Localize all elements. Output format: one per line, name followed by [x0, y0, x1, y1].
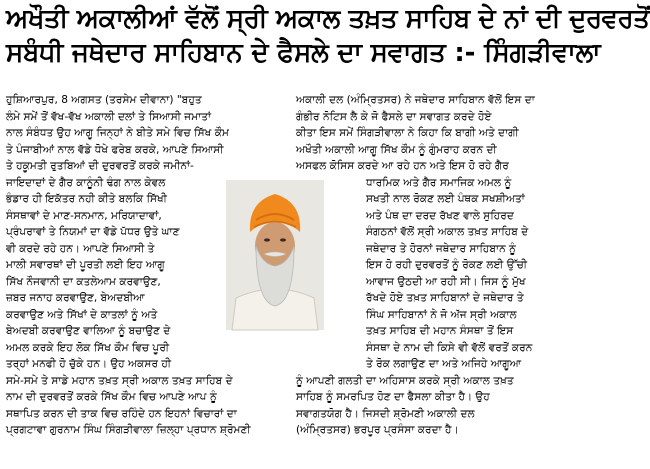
- article-text-line: ਤੇ ਹਕੂਮਤੀ ਰੁਤਬਿਆਂ ਦੀ ਦੁਰਵਰਤੋਂ ਕਰਕੇ ਜਮੀਨਾਂ-: [6, 160, 194, 172]
- article-text-line: ਸਾਹਿਬ ਨੂੰ ਸਮਰਪਿਤ ਹੋਣ ਦਾ ਫੈਸਲਾ ਕੀਤਾ ਹੈ। ਉਹ: [296, 391, 490, 403]
- portrait-photo: [226, 180, 324, 330]
- article-text-line: ਅਸਫਲ ਕੋਸਿਸ ਕਰਦੇ ਆ ਰਹੇ ਹਨ ਅਤੇ ਇਸ ਹੋ ਰਹੇ ਗੈਰ: [296, 160, 509, 172]
- article-text-line: ਹੁਸ਼ਿਆਰਪੁਰ, 8 ਅਗਸਤ (ਤਰਸੇਮ ਦੀਵਾਨਾ) "ਬਹੁਤ: [6, 94, 202, 106]
- headline: [6, 2, 650, 70]
- article-text-line: ਪ੍ਰਗਟਾਵਾ ਗੁਰਨਾਮ ਸਿੰਘ ਸਿੰਗੜੀਵਾਲਾ ਜ਼ਿਲ੍ਹਾ ਪ੍ਰਧਾਨ ਸ਼੍ਰੋਮਣੀ: [6, 424, 251, 436]
- article-text-line: ਸੰਸਥਾ ਦੇ ਨਾਮ ਦੀ ਕਿਸੇ ਵੀ ਵੱਲੋਂ ਵਰਤੋਂ ਕਰਨ: [366, 341, 533, 354]
- article-text-line: ਅਤੇ ਪੰਥ ਦਾ ਦਰਦ ਰੱਖਣ ਵਾਲੇ ਸੁਹਿਰਦ: [366, 209, 514, 222]
- article-text-line: ਜ਼ਬਰ ਜਨਾਹ ਕਰਵਾਉਣ, ਬੇਅਦਬੀਆ: [6, 292, 145, 304]
- portrait-icon: [226, 180, 324, 330]
- headline-line-1: ਅਖੌਤੀ ਅਕਾਲੀਆਂ ਵੱਲੋਂ ਸ੍ਰੀ ਅਕਾਲ ਤਖ਼ਤ ਸਾਹਿਬ ਦੇ ਨਾਂ ਦੀ ਦੁਰਵਰਤੋਂ: [6, 4, 650, 34]
- article-text-line: ਪ੍ਰੰਪਰਾਵਾਂ ਤੇ ਨਿਯਮਾਂ ਦਾ ਵੱਡੇ ਪੱਧਰ ਉਤੇ ਘਾਣ: [6, 226, 180, 238]
- article-text-line: ਤਖ਼ਤ ਸਾਹਿਬ ਦੀ ਮਹਾਨ ਸੰਸਥਾ ਤੋਂ ਇਸ: [366, 325, 514, 337]
- article-text-line: ਬੇਅਦਬੀ ਕਰਵਾਉਣ ਵਾਲਿਆ ਨੂੰ ਬਚਾਉਣ ਦੇ: [6, 325, 171, 337]
- article-text-line: ਇਸ ਹੋ ਰਹੀ ਦੁਰਵਰਤੋਂ ਨੂੰ ਰੋਕਣ ਲਈ ਉੱਚੀ: [366, 259, 528, 271]
- article-text-line: ਸੰਗਠਨਾਂ ਵੱਲੋਂ ਸ੍ਰੀ ਅਕਾਲ ਤਖ਼ਤ ਸਾਹਿਬ ਦੇ: [366, 226, 529, 238]
- article-text-line: ਸੰਸਥਾਵਾਂ ਦੇ ਮਾਣ-ਸਨਮਾਨ, ਮਰਿਯਾਦਾਵਾਂ,: [6, 209, 162, 222]
- article-text-line: ਲੰਮੇ ਸਮੇਂ ਤੋਂ ਵੱਖ-ਵੱਖ ਅਕਾਲੀ ਦਲਾਂ ਤੇ ਸਿਆਸੀ ਜਮਾਤਾਂ: [6, 110, 211, 123]
- article-text-line: ਤਰ੍ਹਾਂ ਮਨਫੀ ਹੋ ਚੁੱਕੇ ਹਨ। ਉਹ ਅਕਸਰ ਹੀ: [6, 358, 172, 370]
- article-text-line: ਨਾਲ ਸੰਬੰਧਤ ਉਹ ਆਗੂ ਜਿਨ੍ਹਾਂ ਨੇ ਬੀਤੇ ਸਮੇ ਵਿਚ ਸਿੱਖ ਕੌਮ: [6, 127, 229, 139]
- article-text-line: ਸਮੇ-ਸਮੇ ਤੇ ਸਾਡੇ ਮਹਾਨ ਤਖ਼ਤ ਸ੍ਰੀ ਅਕਾਲ ਤਖ਼ਤ ਸਾਹਿਬ ਦੇ: [6, 374, 233, 387]
- article-text-line: ਗੰਭੀਰ ਨੋਟਿਸ ਲੈ ਕੇ ਜੋ ਫੈਸਲੇ ਦਾ ਸਵਾਗਤ ਕਰਦੇ ਹੋਏ: [296, 110, 492, 123]
- article-text-line: ਸਥਾਪਿਤ ਕਰਨ ਦੀ ਤਾਕ ਵਿਚ ਰਹਿੰਦੇ ਹਨ ਇਹਨਾਂ ਵਿਚਾਰਾਂ ਦਾ: [6, 407, 237, 420]
- article-text-line: ਜਥੇਦਾਰ ਤੇ ਹੋਰਨਾਂ ਜਥੇਦਾਰ ਸਾਹਿਬਾਨ ਨੂੰ: [366, 242, 516, 255]
- article-text-line: ਆਵਾਜ ਉਠਦੀ ਆ ਰਹੀ ਸੀ। ਜਿਸ ਨੂੰ ਮੁੱਖ: [366, 275, 526, 288]
- article-text-line: ਅਮਲ ਕਰਕੇ ਇਹ ਲੋਕ ਸਿੱਖ ਕੌਮ ਵਿਚ ਪੂਰੀ: [6, 341, 170, 354]
- article-text-line: ਸਿੰਘ ਸਾਹਿਬਾਨਾਂ ਨੇ ਜੋ ਅੱਜ ਸ੍ਰੀ ਅਕਾਲ: [366, 308, 517, 321]
- article-text-line: ਸਵਾਗਤਯੋਗ ਹੈ। ਜਿਸਦੀ ਸ਼੍ਰੋਮਣੀ ਅਕਾਲੀ ਦਲ: [296, 407, 475, 420]
- article-text-line: ਤੇ ਪੰਜਾਬੀਆਂ ਨਾਲ ਵੱਡੇ ਧੋਖੇ ਫਰੇਬ ਕਰਕੇ, ਆਪਣੇ ਸਿਆਸੀ: [6, 143, 224, 156]
- article-text-line: ਸਿੱਖ ਨੌਜਵਾਨੀ ਦਾ ਕਤਲੇਆਮ ਕਰਵਾਉਣ,: [6, 275, 161, 288]
- article-text-line: ਅਖੌਤੀ ਅਕਾਲੀ ਆਗੂ ਸਿੱਖ ਕੌਮ ਨੂੰ ਗੁੰਮਰਾਹ ਕਰਨ ਦੀ: [296, 143, 497, 156]
- article-text-line: ਜਾਇਦਾਦਾਂ ਦੇ ਗੈਰ ਕਾਨੂੰਨੀ ਢੰਗ ਨਾਲ ਕੇਵਲ: [6, 176, 166, 189]
- article-text-line: ਅਕਾਲੀ ਦਲ (ਅੰਮ੍ਰਿਤਸਰ) ਨੇ ਜਥੇਦਾਰ ਸਾਹਿਬਾਨ ਵੱਲੋਂ ਇਸ ਦਾ: [296, 94, 535, 106]
- article-text-line: ਵੀ ਕਰਦੇ ਰਹੇ ਹਨ। ਆਪਣੇ ਸਿਆਸੀ ਤੇ: [6, 242, 155, 255]
- article-text-line: ਨੂੰ ਆਪਣੀ ਗਲਤੀ ਦਾ ਅਹਿਸਾਸ ਕਰਕੇ ਸ੍ਰੀ ਅਕਾਲ ਤਖ਼ਤ: [296, 374, 514, 387]
- headline-line-2: ਸਬੰਧੀ ਜਥੇਦਾਰ ਸਾਹਿਬਾਨ ਦੇ ਫੈਸਲੇ ਦਾ ਸਵਾਗਤ :- ਸਿੰਗੜੀਵਾਲਾ: [6, 38, 601, 68]
- article-text-line: ਤੇ ਰੋਕ ਲਗਾਉਣ ਦਾ ਅਤੇ ਅਜਿਹੇ ਆਗੂਆ: [366, 358, 522, 370]
- article-text-line: ਮਾਲੀ ਸਵਾਰਥਾਂ ਦੀ ਪੂਰਤੀ ਲਈ ਇਹ ਆਗੂ: [6, 259, 165, 271]
- right-article-column: [296, 92, 580, 439]
- article-text-line: ਰੱਖਦੇ ਹੋਏ ਤਖ਼ਤ ਸਾਹਿਬਾਨਾਂ ਦੇ ਜਥੇਦਾਰ ਤੇ: [366, 292, 524, 304]
- article-text-line: ਧਾਰਮਿਕ ਅਤੇ ਗੈਰ ਸਮਾਜਿਕ ਅਮਲ ਨੂੰ: [366, 176, 512, 189]
- article-text-line: ਕੀਤਾ ਇਸ ਸਮੇਂ ਸਿੰਗੜੀਵਾਲਾ ਨੇ ਕਿਹਾ ਕਿ ਬਾਗੀ ਅਤੇ ਦਾਗੀ: [296, 127, 519, 139]
- article-text-line: ਸਖਤੀ ਨਾਲ ਰੋਕਣ ਲਈ ਪੰਥਕ ਸਖਸ਼ੀਅਤਾਂ: [366, 193, 525, 205]
- article-text-line: ਕਰਵਾਉਣ ਅਤੇ ਸਿੱਖਾਂ ਦੇ ਕਾਤਲਾਂ ਨੂੰ ਅਤੇ: [6, 308, 158, 321]
- article-text-line: ਨਾਮ ਦੀ ਦੁਰਵਰਤੋਂ ਕਰਕੇ ਸਿੱਖ ਕੌਮ ਵਿਚ ਆਪਣੇ ਆਪ ਨੂੰ: [6, 391, 217, 403]
- article-text-line: (ਅੰਮ੍ਰਿਤਸਰ) ਭਰਪੂਰ ਪ੍ਰਸੰਸਾ ਕਰਦਾ ਹੈ।: [296, 424, 459, 436]
- article-text-line: ਭੰਡਾਰ ਹੀ ਇਕੱਤਰ ਨਹੀ ਕੀਤੇ ਬਲਕਿ ਸਿੱਖੀ: [6, 193, 167, 205]
